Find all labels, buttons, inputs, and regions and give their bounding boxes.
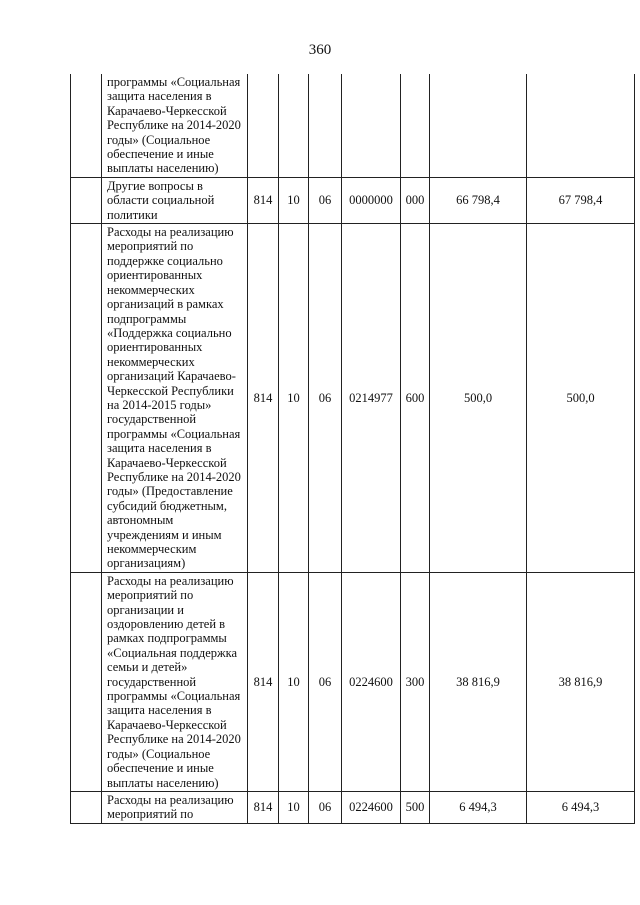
- description-line: обеспечение и иные: [107, 761, 214, 776]
- section-code-cell: [279, 74, 309, 177]
- description-line: организациям): [107, 556, 186, 571]
- description-line: области социальной: [107, 193, 215, 208]
- section-code-cell: 10: [279, 177, 309, 223]
- table-row: [71, 177, 635, 223]
- description-line: ориентированных: [107, 268, 203, 283]
- description-line: защита населения в: [107, 441, 212, 456]
- target-item-cell: 0224600: [342, 572, 401, 791]
- description-line: Республике на 2014-2020: [107, 118, 241, 133]
- expense-type-cell: [401, 74, 430, 177]
- description-line: субсидий бюджетным,: [107, 498, 227, 513]
- table-row: [71, 791, 635, 823]
- description-line: автономным: [107, 513, 174, 528]
- expense-type-cell: 600: [401, 224, 430, 573]
- description-line: некоммерческих: [107, 354, 195, 369]
- description-line: Карачаево-Черкесской: [107, 455, 227, 470]
- description-line: некоммерческим: [107, 542, 197, 556]
- description-line: программы «Социальная: [107, 426, 241, 441]
- description-line: государственной: [107, 674, 197, 689]
- amount-year-2-cell: 38 816,9: [527, 572, 635, 791]
- subsection-code-cell: 06: [309, 224, 342, 573]
- target-item-cell: 0000000: [342, 177, 401, 223]
- description-line: годы» (Социальное: [107, 132, 211, 147]
- description-line: на 2014-2015 годы»: [107, 397, 212, 412]
- ministry-code-cell: 814: [248, 224, 279, 573]
- description-line: годы» (Социальное: [107, 746, 211, 761]
- description-line: программы «Социальная: [107, 75, 241, 89]
- description-cell: [102, 74, 248, 177]
- target-item-cell: 0214977: [342, 224, 401, 573]
- description-line: рамках подпрограммы: [107, 631, 227, 646]
- description-line: Республике на 2014-2020: [107, 732, 241, 747]
- target-item-cell: [342, 74, 401, 177]
- table-row: [71, 224, 635, 573]
- target-item-cell: 0224600: [342, 791, 401, 823]
- description-line: обеспечение и иные: [107, 147, 214, 162]
- description-cell: [102, 791, 248, 823]
- subsection-code-cell: 06: [309, 177, 342, 223]
- subsection-code-cell: 06: [309, 572, 342, 791]
- description-line: организаций в рамках: [107, 297, 224, 312]
- description-line: мероприятий по: [107, 239, 194, 254]
- amount-year-1-cell: 38 816,9: [430, 572, 527, 791]
- subsection-code-cell: 06: [309, 791, 342, 823]
- expense-type-cell: 500: [401, 791, 430, 823]
- description-cell: [102, 224, 248, 573]
- expense-type-cell: 000: [401, 177, 430, 223]
- amount-year-1-cell: 6 494,3: [430, 791, 527, 823]
- page-number: 360: [308, 42, 332, 58]
- description-line: «Социальная поддержка: [107, 645, 238, 660]
- amount-year-2-cell: 500,0: [527, 224, 635, 573]
- description-line: политики: [107, 207, 158, 222]
- row-number-cell: [71, 74, 102, 177]
- ministry-code-cell: 814: [248, 177, 279, 223]
- description-line: Расходы на реализацию: [107, 573, 234, 588]
- amount-year-2-cell: 67 798,4: [527, 177, 635, 223]
- description-line: Республике на 2014-2020: [107, 469, 241, 484]
- description-line: семьи и детей»: [107, 660, 188, 675]
- ministry-code-cell: 814: [248, 791, 279, 823]
- amount-year-2-cell: [527, 74, 635, 177]
- section-code-cell: 10: [279, 572, 309, 791]
- description-line: организаций Карачаево-: [107, 369, 236, 384]
- description-line: защита населения в: [107, 703, 212, 718]
- row-number-cell: [71, 572, 102, 791]
- description-line: Расходы на реализацию: [107, 225, 234, 240]
- budget-table: [70, 74, 635, 824]
- description-line: Другие вопросы в: [107, 178, 203, 193]
- description-line: мероприятий по: [107, 588, 194, 603]
- row-number-cell: [71, 224, 102, 573]
- description-line: выплаты населению): [107, 161, 219, 176]
- ministry-code-cell: [248, 74, 279, 177]
- description-line: годы» (Предоставление: [107, 484, 233, 499]
- description-line: защита населения в: [107, 89, 212, 104]
- row-number-cell: [71, 177, 102, 223]
- table-row: [71, 572, 635, 791]
- description-line: организации и: [107, 602, 184, 617]
- description-line: оздоровлению детей в: [107, 617, 226, 632]
- amount-year-1-cell: 500,0: [430, 224, 527, 573]
- description-line: Карачаево-Черкесской: [107, 103, 227, 118]
- section-code-cell: 10: [279, 224, 309, 573]
- ministry-code-cell: 814: [248, 572, 279, 791]
- description-line: некоммерческих: [107, 282, 195, 297]
- description-line: поддержке социально: [107, 253, 223, 268]
- description-line: Черкесской Республики: [107, 383, 234, 398]
- description-line: подпрограммы: [107, 311, 187, 326]
- subsection-code-cell: [309, 74, 342, 177]
- description-cell: [102, 572, 248, 791]
- amount-year-1-cell: [430, 74, 527, 177]
- description-line: «Поддержка социально: [107, 325, 232, 340]
- description-line: государственной: [107, 412, 197, 427]
- description-cell: [102, 177, 248, 223]
- table-row: [71, 74, 635, 177]
- description-line: Расходы на реализацию: [107, 792, 234, 807]
- amount-year-1-cell: 66 798,4: [430, 177, 527, 223]
- description-line: учреждениям и иным: [107, 527, 222, 542]
- row-number-cell: [71, 791, 102, 823]
- expense-type-cell: 300: [401, 572, 430, 791]
- description-line: программы «Социальная: [107, 689, 241, 704]
- description-line: мероприятий по: [107, 807, 194, 822]
- section-code-cell: 10: [279, 791, 309, 823]
- table-body: [71, 74, 635, 823]
- description-line: Карачаево-Черкесской: [107, 717, 227, 732]
- amount-year-2-cell: 6 494,3: [527, 791, 635, 823]
- description-line: ориентированных: [107, 340, 203, 355]
- description-line: выплаты населению): [107, 775, 219, 790]
